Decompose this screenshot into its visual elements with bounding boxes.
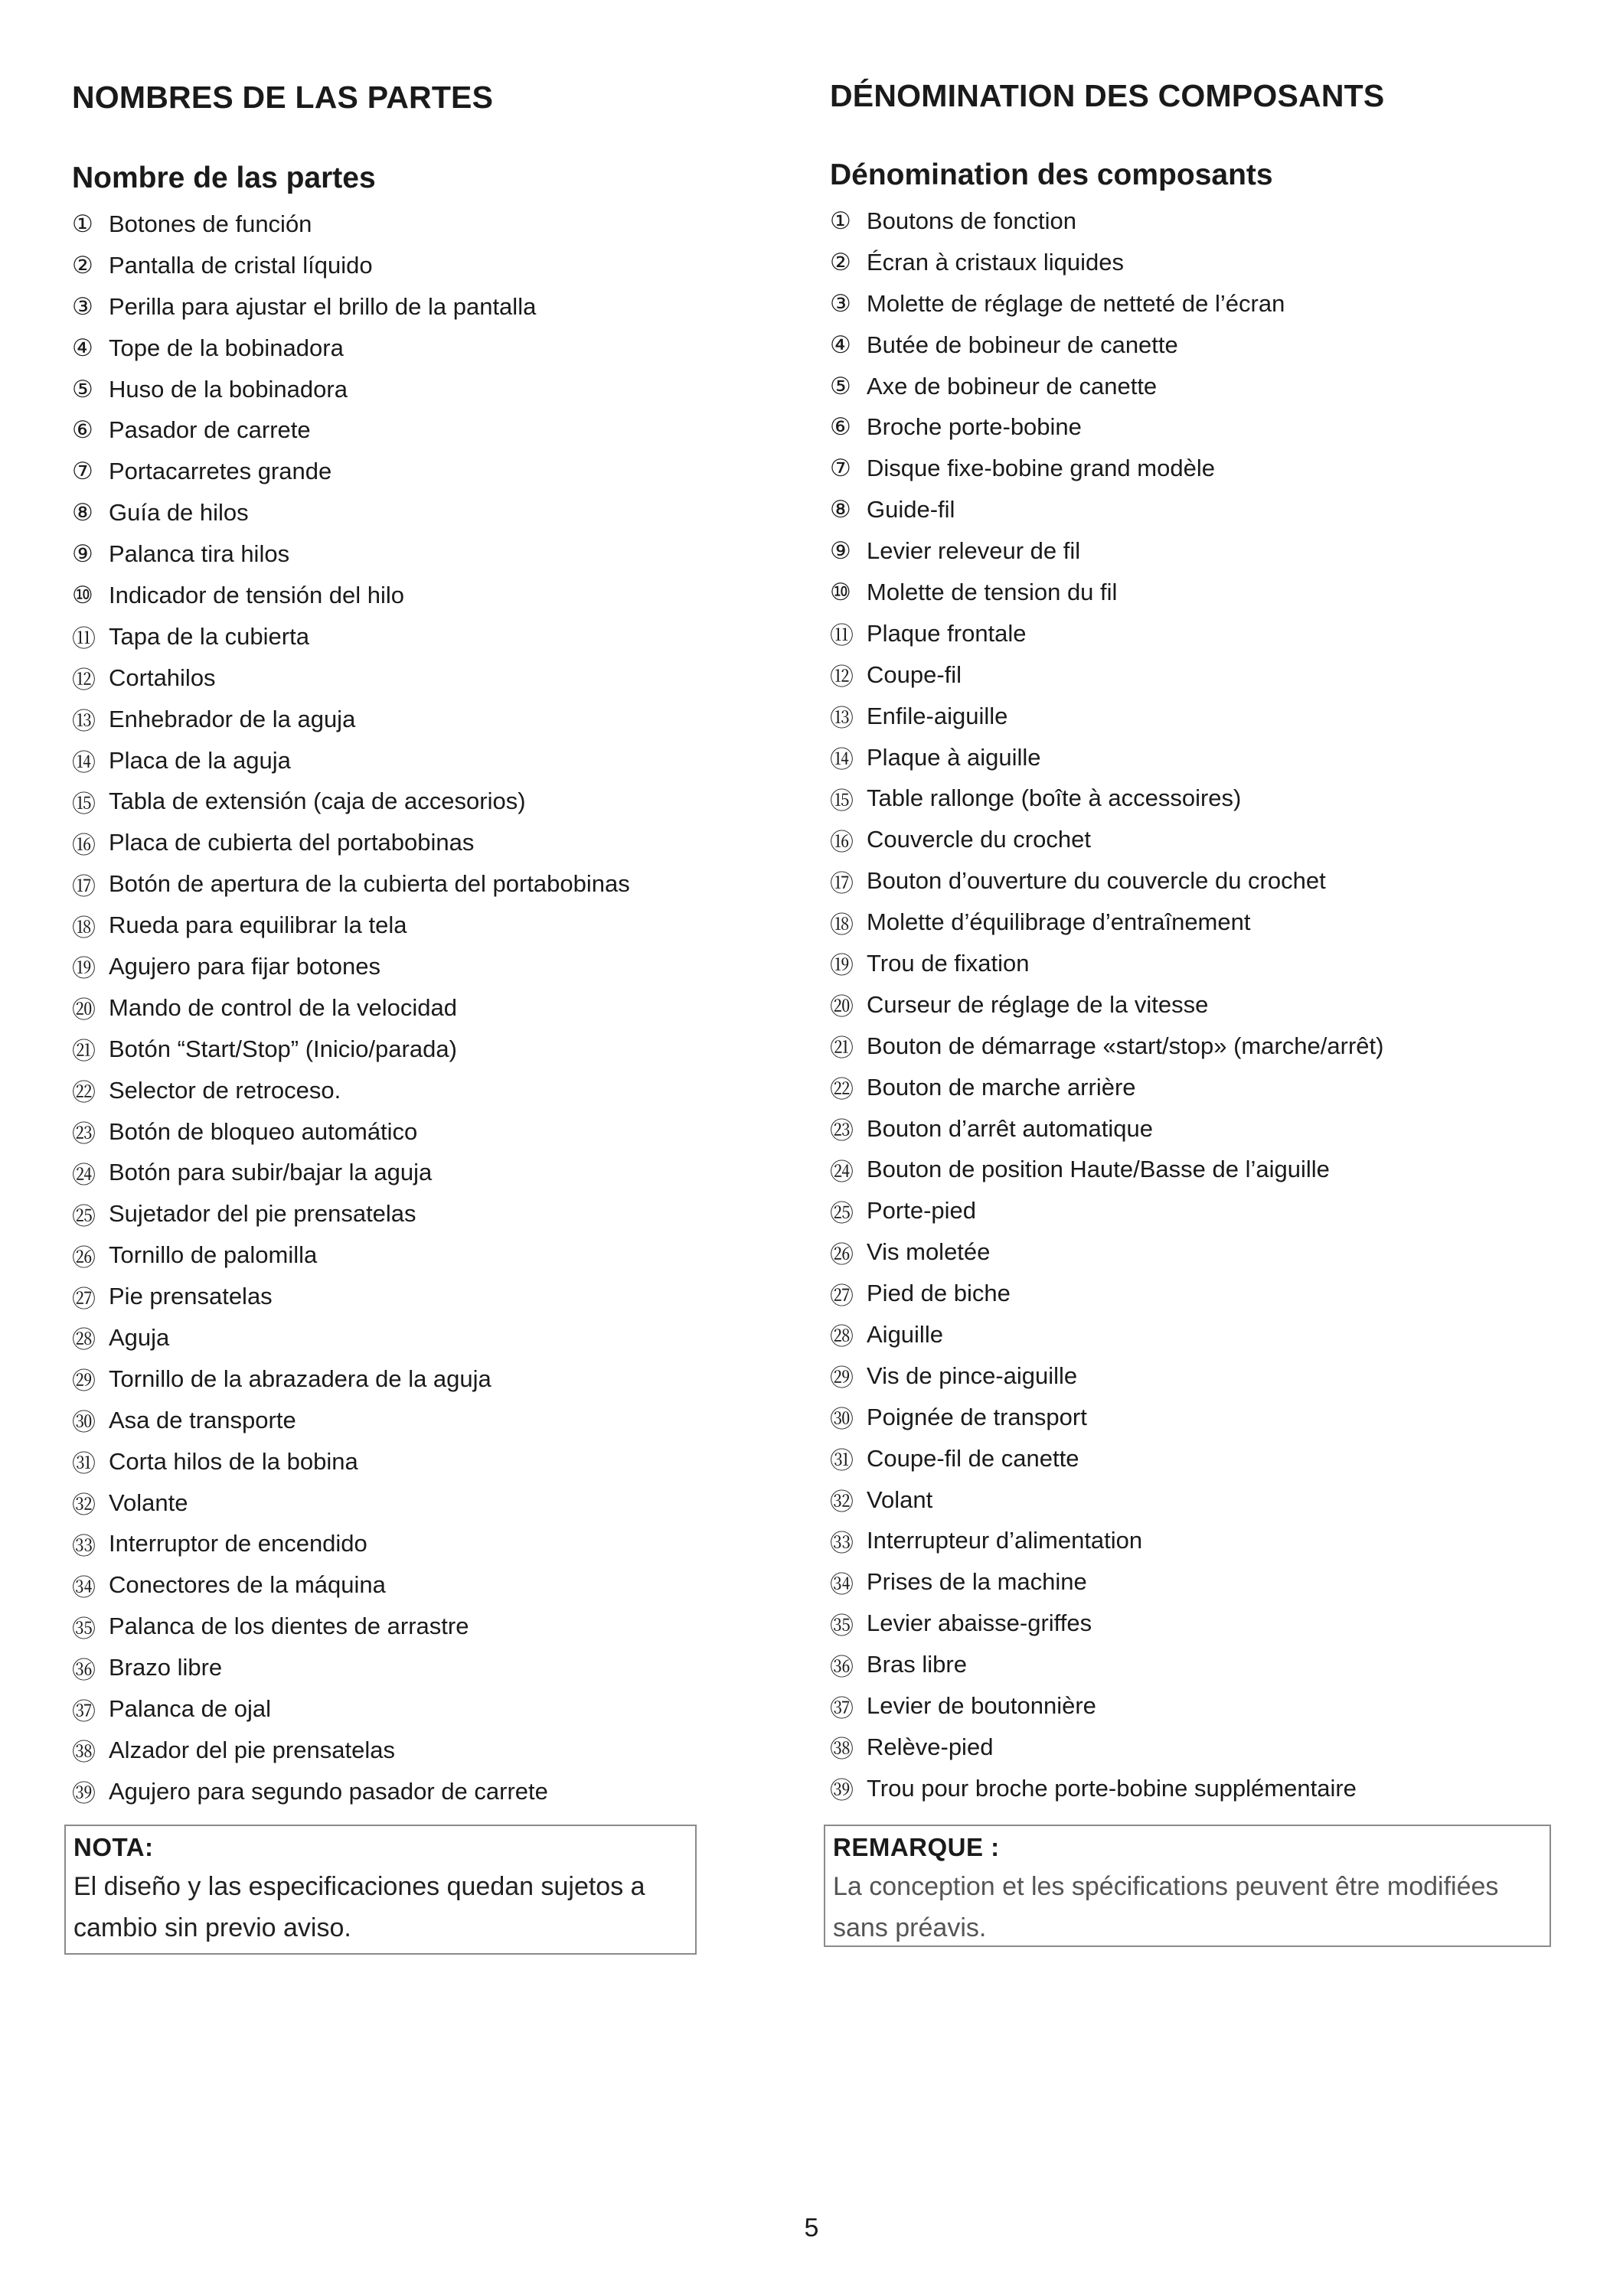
item-number: ㊴ [72,1780,96,1808]
list-item [72,1276,630,1317]
list-item [830,613,1383,654]
item-label: Palanca de los dientes de arrastre [109,1613,469,1640]
list-item [830,1603,1383,1644]
item-number: ㊱ [72,1656,96,1684]
item-label: Bouton de marche arrière [867,1073,1136,1101]
list-item [830,1149,1383,1190]
item-number: ⑨ [72,540,93,569]
item-number: ⑧ [830,496,851,524]
item-label: Porte-pied [867,1197,977,1225]
item-number: ⑱ [830,911,854,939]
item-number: ⑱ [72,914,96,942]
list-item [830,737,1383,778]
item-number: ⑰ [830,869,854,898]
item-number: ③ [72,292,93,321]
item-label: Guía de hilos [109,499,249,527]
item-number: ⑬ [830,705,854,733]
spanish-note-box [64,1825,697,1955]
french-heading: DÉNOMINATION DES COMPOSANTS [830,78,1385,113]
item-label: Tornillo de la abrazadera de la aguja [109,1365,491,1392]
item-number: ⑭ [72,749,96,778]
item-number: ④ [72,334,93,362]
item-number: ① [72,210,93,238]
item-label: Palanca tira hilos [109,540,290,568]
item-number: ㉔ [830,1158,854,1186]
item-number: ⑧ [72,499,93,527]
item-label: Trou pour broche porte-bobine supplémentaire [867,1774,1357,1802]
item-label: Tabla de extensión (caja de accesorios) [109,788,526,815]
item-number: ㉒ [72,1079,96,1107]
list-item [72,328,630,369]
item-label: Cortahilos [109,664,216,691]
item-number: ⑯ [72,831,96,859]
item-number: ㊲ [72,1698,96,1726]
list-item [830,489,1383,530]
item-label: Bouton de démarrage «start/stop» (marche/arrêt) [867,1032,1384,1059]
list-item [830,1644,1383,1685]
item-label: Asa de transporte [109,1406,296,1433]
list-item [830,283,1383,325]
item-label: Agujero para fijar botones [109,952,381,980]
list-item [830,696,1383,737]
list-item [72,1564,630,1606]
list-item [72,1400,630,1441]
item-label: Brazo libre [109,1654,223,1681]
item-label: Curseur de réglage de la vitesse [867,990,1209,1018]
item-number: ㉚ [72,1409,96,1437]
item-number: ㉟ [72,1615,96,1643]
item-label: Pied de biche [867,1280,1011,1307]
item-label: Pasador de carrete [109,416,311,444]
item-label: Pie prensatelas [109,1283,273,1310]
item-number: ㉘ [830,1323,854,1352]
list-item [72,1647,630,1688]
item-label: Tornillo de palomilla [109,1241,318,1269]
item-label: Tope de la bobinadora [109,334,344,361]
spanish-note-line-1: El diseño y las especificaciones quedan sujetos a [73,1872,645,1901]
list-item [830,1273,1383,1314]
item-label: Alzador del pie prensatelas [109,1736,395,1763]
list-item [72,905,630,946]
item-number: ⑩ [72,581,93,609]
item-number: ⑥ [830,413,851,442]
spanish-note-text [73,1866,687,1949]
item-number: ㊳ [830,1736,854,1764]
item-label: Pantalla de cristal líquido [109,251,373,279]
list-item [830,1108,1383,1150]
item-label: Botón de apertura de la cubierta del portabobinas [109,870,630,898]
list-item [830,860,1383,902]
item-number: ⑳ [72,996,96,1025]
item-label: Huso de la bobinadora [109,375,348,403]
list-item [72,1317,630,1358]
list-item [72,822,630,863]
list-item [830,1561,1383,1603]
item-number: ㉑ [72,1038,96,1066]
list-item [830,1685,1383,1727]
item-number: ㉝ [72,1532,96,1561]
item-number: ㉗ [830,1282,854,1310]
item-label: Enfile-aiguille [867,702,1008,729]
item-label: Molette de réglage de netteté de l’écran [867,289,1285,317]
item-number: ㊴ [830,1777,854,1805]
item-number: ⑤ [72,375,93,403]
item-number: ㉑ [830,1035,854,1063]
item-label: Sujetador del pie prensatelas [109,1200,416,1228]
item-label: Palanca de ojal [109,1695,271,1722]
item-number: ⑦ [72,458,93,486]
item-number: ⑰ [72,872,96,901]
item-label: Broche porte-bobine [867,413,1082,441]
list-item [72,616,630,657]
item-number: ② [830,248,851,276]
item-label: Molette d’équilibrage d’entraînement [867,908,1251,936]
list-item [830,654,1383,696]
item-label: Placa de cubierta del portabobinas [109,829,475,856]
item-number: ㉘ [72,1326,96,1355]
item-label: Coupe-fil de canette [867,1444,1079,1472]
item-label: Coupe-fil [867,660,962,688]
item-number: ㊲ [830,1694,854,1723]
list-item [72,781,630,822]
item-label: Écran à cristaux liquides [867,248,1124,276]
list-item [72,946,630,987]
list-item [830,530,1383,572]
item-number: ⑦ [830,455,851,483]
list-item [830,201,1383,242]
item-label: Interrupteur d’alimentation [867,1527,1143,1554]
item-number: ⑳ [830,993,854,1022]
list-item [830,406,1383,448]
list-item [830,366,1383,407]
item-label: Perilla para ajustar el brillo de la pantalla [109,292,537,320]
item-label: Volante [109,1489,188,1516]
item-label: Interruptor de encendido [109,1530,367,1557]
list-item [830,1438,1383,1479]
list-item [830,448,1383,489]
item-label: Molette de tension du fil [867,578,1118,605]
item-number: ㉖ [72,1244,96,1272]
item-number: ㊱ [830,1653,854,1681]
list-item [830,819,1383,860]
item-number: ⑫ [72,667,96,695]
list-item [72,863,630,905]
list-item [72,1606,630,1647]
list-item [830,1314,1383,1355]
item-number: ⑩ [830,578,851,606]
spanish-heading: NOMBRES DE LAS PARTES [72,80,494,115]
list-item [72,1730,630,1771]
item-number: ㉙ [830,1365,854,1393]
item-label: Aguja [109,1323,170,1351]
list-item [830,1727,1383,1768]
item-label: Tapa de la cubierta [109,622,309,650]
list-item [830,1479,1383,1521]
french-note-box [824,1825,1551,1947]
list-item [830,943,1383,984]
item-label: Boutons de fonction [867,207,1077,234]
item-number: ⑥ [72,416,93,445]
item-label: Botón para subir/bajar la aguja [109,1159,433,1186]
item-label: Bouton de position Haute/Basse de l’aiguille [867,1156,1330,1183]
item-label: Botón “Start/Stop” (Inicio/parada) [109,1035,457,1062]
french-note-line-1: La conception et les spécifications peuvent être modifiées [833,1872,1499,1901]
item-number: ㉜ [830,1489,854,1517]
french-note-text [833,1866,1542,1949]
list-item [72,1358,630,1400]
item-label: Bouton d’arrêt automatique [867,1114,1153,1142]
item-number: ㉜ [72,1492,96,1520]
spanish-subheading: Nombre de las partes [72,161,376,194]
list-item [830,902,1383,943]
list-item [830,1355,1383,1397]
item-label: Table rallonge (boîte à accessoires) [867,784,1242,812]
item-number: ㉖ [830,1241,854,1269]
list-item [830,1768,1383,1809]
list-item [72,1441,630,1482]
list-item [72,657,630,699]
item-label: Bras libre [867,1651,967,1678]
item-number: ㉕ [830,1199,854,1228]
item-number: ㊳ [72,1739,96,1767]
item-number: ㉕ [72,1202,96,1231]
item-number: ③ [830,289,851,318]
item-label: Levier releveur de fil [867,537,1081,565]
item-label: Indicador de tensión del hilo [109,581,405,608]
list-item [72,699,630,740]
french-subheading: Dénomination des composants [830,158,1273,191]
spanish-note-line-2: cambio sin previo aviso. [73,1913,351,1942]
list-item [72,1688,630,1730]
item-number: ㉞ [72,1574,96,1602]
item-number: ㉛ [72,1450,96,1479]
item-label: Rueda para equilibrar la tela [109,912,407,939]
item-number: ⑯ [830,828,854,856]
item-label: Mando de control de la velocidad [109,993,457,1021]
page-number: 5 [804,2213,819,2242]
list-item [72,1193,630,1234]
list-item [830,984,1383,1026]
list-item [830,778,1383,819]
item-label: Conectores de la máquina [109,1571,386,1599]
list-item [72,1111,630,1153]
list-item [72,575,630,616]
item-number: ⑮ [830,787,854,815]
item-number: ⑭ [830,746,854,775]
item-label: Volant [867,1486,933,1513]
french-parts-list [830,201,1383,1809]
list-item [72,286,630,328]
item-label: Corta hilos de la bobina [109,1447,358,1475]
item-number: ⑪ [72,625,96,654]
item-number: ⑫ [830,664,854,692]
item-label: Vis moletée [867,1238,991,1266]
item-label: Aiguille [867,1320,943,1348]
item-number: ㉟ [830,1612,854,1640]
spanish-parts-list [72,204,630,1812]
item-number: ⑪ [830,622,854,651]
list-item [72,451,630,492]
item-label: Relève-pied [867,1733,994,1760]
list-item [72,740,630,781]
list-item [830,1397,1383,1438]
list-item [72,1771,630,1812]
item-label: Portacarretes grande [109,458,332,485]
list-item [72,987,630,1029]
list-item [830,242,1383,283]
list-item [72,409,630,451]
item-number: ㉔ [72,1161,96,1189]
item-label: Butée de bobineur de canette [867,331,1178,358]
item-number: ㉙ [72,1368,96,1396]
list-item [830,1190,1383,1231]
item-label: Placa de la aguja [109,746,291,774]
item-label: Levier abaisse-griffes [867,1609,1092,1637]
item-number: ② [72,251,93,279]
list-item [830,325,1383,366]
item-number: ㉒ [830,1076,854,1104]
item-label: Vis de pince-aiguille [867,1362,1078,1389]
item-label: Poignée de transport [867,1403,1087,1430]
list-item [72,492,630,533]
french-note-line-2: sans préavis. [833,1913,987,1942]
item-label: Disque fixe-bobine grand modèle [867,455,1215,482]
item-number: ① [830,207,851,235]
list-item [830,572,1383,613]
list-item [72,1482,630,1524]
list-item [830,1521,1383,1562]
item-label: Botón de bloqueo automático [109,1117,418,1145]
item-number: ④ [830,331,851,359]
list-item [830,1231,1383,1273]
item-number: ㉝ [830,1529,854,1557]
item-number: ㉓ [830,1117,854,1146]
item-number: ㉚ [830,1406,854,1434]
item-label: Prises de la machine [867,1568,1087,1596]
item-number: ⑨ [830,537,851,566]
item-label: Trou de fixation [867,949,1030,977]
spanish-note-title: NOTA: [73,1833,154,1861]
item-number: ⑲ [830,952,854,980]
item-label: Guide-fil [867,496,955,523]
item-number: ㉞ [830,1570,854,1599]
item-label: Plaque frontale [867,619,1027,647]
list-item [72,1029,630,1070]
item-label: Axe de bobineur de canette [867,372,1158,400]
list-item [72,1152,630,1193]
item-label: Selector de retroceso. [109,1076,341,1104]
list-item [72,1524,630,1565]
item-number: ⑲ [72,955,96,983]
list-item [72,245,630,286]
item-label: Couvercle du crochet [867,826,1091,853]
item-label: Levier de boutonnière [867,1692,1096,1719]
item-number: ㉛ [830,1447,854,1476]
item-number: ㉓ [72,1120,96,1149]
item-label: Enhebrador de la aguja [109,705,356,732]
french-note-title: REMARQUE : [833,1833,1000,1861]
list-item [830,1067,1383,1108]
list-item [72,533,630,575]
item-number: ⑬ [72,708,96,736]
list-item [830,1026,1383,1067]
item-label: Agujero para segundo pasador de carrete [109,1777,548,1805]
item-label: Bouton d’ouverture du couvercle du crochet [867,867,1326,895]
item-number: ⑮ [72,790,96,818]
list-item [72,1234,630,1276]
list-item [72,369,630,410]
item-label: Plaque à aiguille [867,743,1041,771]
item-number: ⑤ [830,372,851,400]
list-item [72,204,630,245]
item-number: ㉗ [72,1285,96,1313]
item-label: Botones de función [109,210,312,237]
list-item [72,1070,630,1111]
